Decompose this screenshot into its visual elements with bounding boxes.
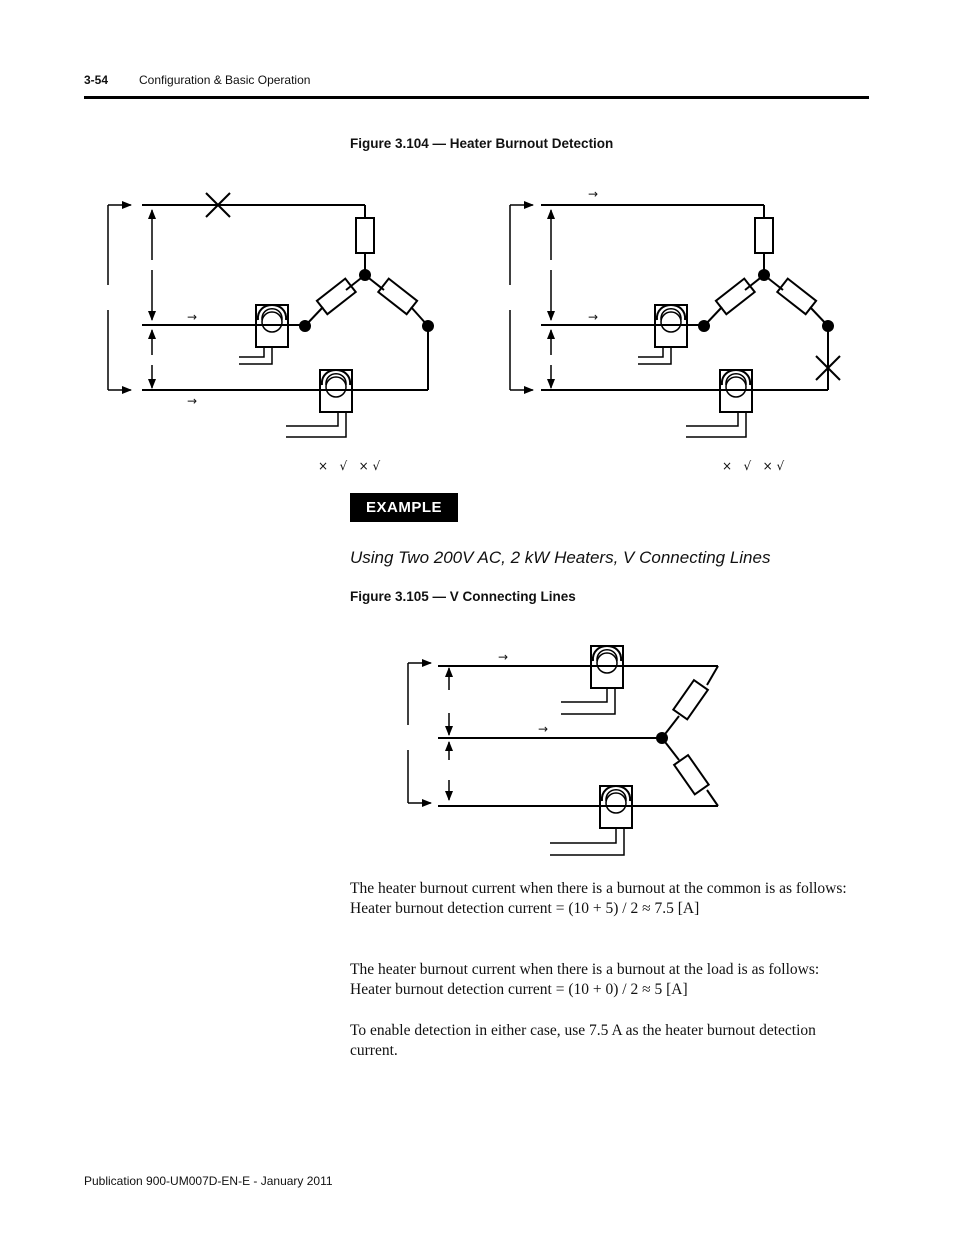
paragraph-common-burnout (350, 879, 865, 919)
paragraph-load-burnout (350, 960, 865, 1000)
fig105-junctions (656, 732, 668, 744)
paragraph-load-burnout-text: The heater burnout current when there is a burnout at the load is as follows: (350, 961, 820, 978)
page-number: 3-54 (84, 73, 109, 87)
paragraph-recommendation: To enable detection in either case, use 7.5 A as the heater burnout detection current. (350, 1022, 816, 1059)
figure-104-caption: Figure 3.104 — Heater Burnout Detection (350, 136, 614, 151)
fig105-arrow-mid: → (538, 722, 549, 736)
paragraph-common-burnout-text: The heater burnout current when there is a burnout at the common is as follows: (350, 880, 847, 897)
fig104-left-arrow-mid: → (187, 310, 198, 324)
fig104-right-arrow-mid: → (588, 310, 599, 324)
fig104-left-arrow-bottom: → (187, 394, 198, 408)
fig104-right-diagram (510, 205, 840, 437)
fig104-right-arrow-top: → (588, 187, 599, 201)
fig104-right-junctions (698, 269, 834, 332)
example-badge: EXAMPLE (350, 493, 458, 522)
paragraph-common-burnout-formula: Heater burnout detection current = (10 + 5) / 2 ≈ 7.5 [A] (350, 900, 700, 917)
fig104-left-diagram (108, 193, 428, 437)
fig105-arrow-top: → (498, 650, 509, 664)
footer-publication: Publication 900-UM007D-EN-E - January 2011 (84, 1174, 333, 1188)
fig104-right-formula: × √ × √ (722, 459, 785, 473)
example-title: Using Two 200V AC, 2 kW Heaters, V Connecting Lines (350, 548, 771, 567)
figure-105-caption: Figure 3.105 — V Connecting Lines (350, 589, 576, 604)
fig104-left-formula: × √ × √ (318, 459, 381, 473)
fig104-left-junctions (299, 269, 434, 332)
section-title: Configuration & Basic Operation (139, 73, 311, 87)
fig105-diagram (408, 646, 718, 855)
paragraph-load-burnout-formula: Heater burnout detection current = (10 + 0) / 2 ≈ 5 [A] (350, 981, 688, 998)
